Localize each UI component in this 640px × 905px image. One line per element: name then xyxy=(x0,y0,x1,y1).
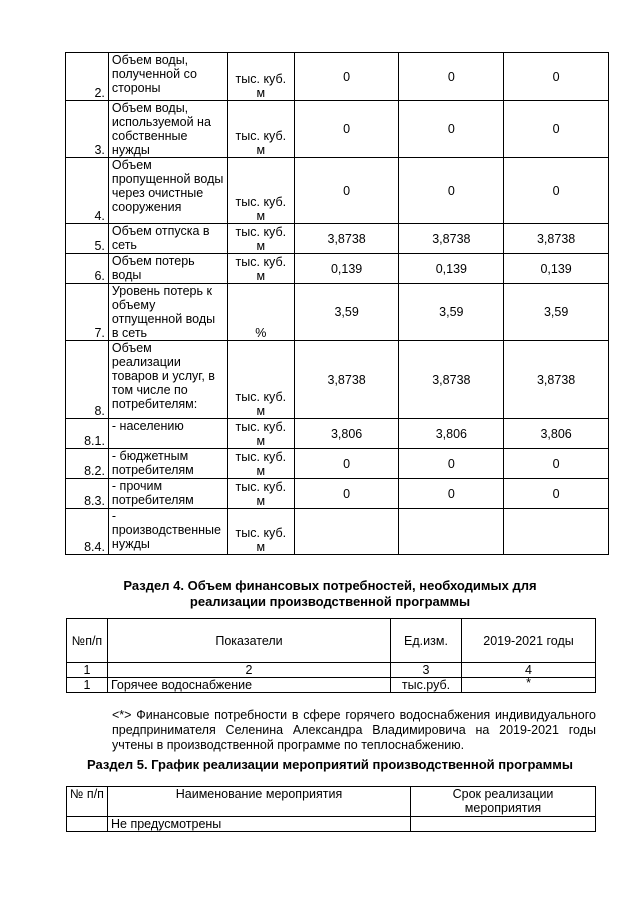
value-cell: 0 xyxy=(294,449,399,479)
index-cell: 2 xyxy=(108,663,391,678)
value-cell: 0 xyxy=(504,158,609,224)
indicator-name: Объем пропущенной воды через очистные сооружения xyxy=(108,158,227,224)
value-cell: 0 xyxy=(504,449,609,479)
section4-title xyxy=(80,578,580,610)
index-cell: 1 xyxy=(67,663,108,678)
unit-of-measure: тыс. куб. м xyxy=(227,254,294,284)
value-cell: 0 xyxy=(399,158,504,224)
activities-schedule-table xyxy=(66,786,596,832)
value-cell: 0 xyxy=(504,53,609,101)
indicator-name: - производственные нужды xyxy=(108,509,227,555)
row-number: 6. xyxy=(66,254,109,284)
table-row xyxy=(66,479,609,509)
table-row xyxy=(66,449,609,479)
financial-needs-table xyxy=(66,618,596,693)
value-cell: 0 xyxy=(399,479,504,509)
header-term: Срок реализации мероприятия xyxy=(411,787,596,817)
value-cell: 0 xyxy=(399,53,504,101)
value-cell: 3,59 xyxy=(504,284,609,341)
value-cell: 3,8738 xyxy=(504,224,609,254)
value-cell: 3,59 xyxy=(399,284,504,341)
header-unit: Ед.изм. xyxy=(391,619,462,663)
table-row xyxy=(66,158,609,224)
value-cell: 0 xyxy=(504,479,609,509)
row-number: 8.2. xyxy=(66,449,109,479)
table-row xyxy=(66,509,609,555)
table-row xyxy=(66,224,609,254)
unit-of-measure: тыс. куб. м xyxy=(227,449,294,479)
value-cell: 3,8738 xyxy=(294,224,399,254)
table-row xyxy=(66,53,609,101)
value-cell: 0 xyxy=(294,101,399,158)
footnote-text: <*> Финансовые потребности в сфере горячего водоснабжения индивидуального предпринимателя Селенина Александра Владимировича на 2019-2021 годы учтены в производственной программе по теплоснабжению. xyxy=(112,708,596,752)
row-num: 1 xyxy=(67,678,108,693)
value-cell xyxy=(504,509,609,555)
unit-of-measure: тыс. куб. м xyxy=(227,479,294,509)
header-indicator: Показатели xyxy=(108,619,391,663)
unit-of-measure: тыс. куб. м xyxy=(227,224,294,254)
row-number: 8.4. xyxy=(66,509,109,555)
value-cell: 0 xyxy=(294,479,399,509)
value-cell xyxy=(294,509,399,555)
row-number: 8. xyxy=(66,341,109,419)
row-number: 8.1. xyxy=(66,419,109,449)
indicator-name: - бюджетным потребителям xyxy=(108,449,227,479)
header-num: №п/п xyxy=(67,619,108,663)
header-name: Наименование мероприятия xyxy=(108,787,411,817)
unit-of-measure: % xyxy=(227,284,294,341)
value-cell: 3,8738 xyxy=(294,341,399,419)
row-number: 2. xyxy=(66,53,109,101)
row-number: 3. xyxy=(66,101,109,158)
indicator-name: - населению xyxy=(108,419,227,449)
table-row xyxy=(66,419,609,449)
value-cell: 0,139 xyxy=(399,254,504,284)
value-cell: 0,139 xyxy=(504,254,609,284)
value-cell xyxy=(399,509,504,555)
water-volume-table xyxy=(65,52,609,555)
row-number: 4. xyxy=(66,158,109,224)
value-cell: 0,139 xyxy=(294,254,399,284)
row-unit: тыс.руб. xyxy=(391,678,462,693)
row-num xyxy=(67,817,108,832)
indicator-name: Объем отпуска в сеть xyxy=(108,224,227,254)
indicator-name: - прочим потребителям xyxy=(108,479,227,509)
value-cell: 3,59 xyxy=(294,284,399,341)
value-cell: 0 xyxy=(294,158,399,224)
row-number: 8.3. xyxy=(66,479,109,509)
indicator-name: Объем воды, полученной со стороны xyxy=(108,53,227,101)
value-cell: 3,806 xyxy=(504,419,609,449)
section4-title-line2: реализации производственной программы xyxy=(189,594,471,609)
value-cell: 3,806 xyxy=(399,419,504,449)
row-term xyxy=(411,817,596,832)
indicator-name: Объем воды, используемой на собственные нужды xyxy=(108,101,227,158)
index-cell: 4 xyxy=(462,663,596,678)
unit-of-measure: тыс. куб. м xyxy=(227,419,294,449)
indicator-name: Объем реализации товаров и услуг, в том числе по потребителям: xyxy=(108,341,227,419)
row-number: 5. xyxy=(66,224,109,254)
table-row xyxy=(66,101,609,158)
indicator-name: Объем потерь воды xyxy=(108,254,227,284)
value-cell: 0 xyxy=(399,449,504,479)
footnote xyxy=(112,708,596,753)
indicator-name: Уровень потерь к объему отпущенной воды в сеть xyxy=(108,284,227,341)
table-row xyxy=(66,341,609,419)
value-cell: 3,8738 xyxy=(504,341,609,419)
row-value: * xyxy=(462,678,596,693)
index-cell: 3 xyxy=(391,663,462,678)
value-cell: 3,8738 xyxy=(399,224,504,254)
value-cell: 3,806 xyxy=(294,419,399,449)
table-row xyxy=(66,284,609,341)
row-number: 7. xyxy=(66,284,109,341)
unit-of-measure: тыс. куб. м xyxy=(227,101,294,158)
header-period: 2019-2021 годы xyxy=(462,619,596,663)
unit-of-measure: тыс. куб. м xyxy=(227,158,294,224)
row-name: Не предусмотрены xyxy=(108,817,411,832)
table-row xyxy=(66,254,609,284)
value-cell: 0 xyxy=(504,101,609,158)
value-cell: 3,8738 xyxy=(399,341,504,419)
value-cell: 0 xyxy=(399,101,504,158)
section5-title: Раздел 5. График реализации мероприятий производственной программы xyxy=(87,757,573,772)
header-num: № п/п xyxy=(67,787,108,817)
section4-title-line1: Раздел 4. Объем финансовых потребностей, необходимых для xyxy=(123,578,537,593)
unit-of-measure: тыс. куб. м xyxy=(227,53,294,101)
value-cell: 0 xyxy=(294,53,399,101)
unit-of-measure: тыс. куб. м xyxy=(227,341,294,419)
row-indicator: Горячее водоснабжение xyxy=(108,678,391,693)
unit-of-measure: тыс. куб. м xyxy=(227,509,294,555)
